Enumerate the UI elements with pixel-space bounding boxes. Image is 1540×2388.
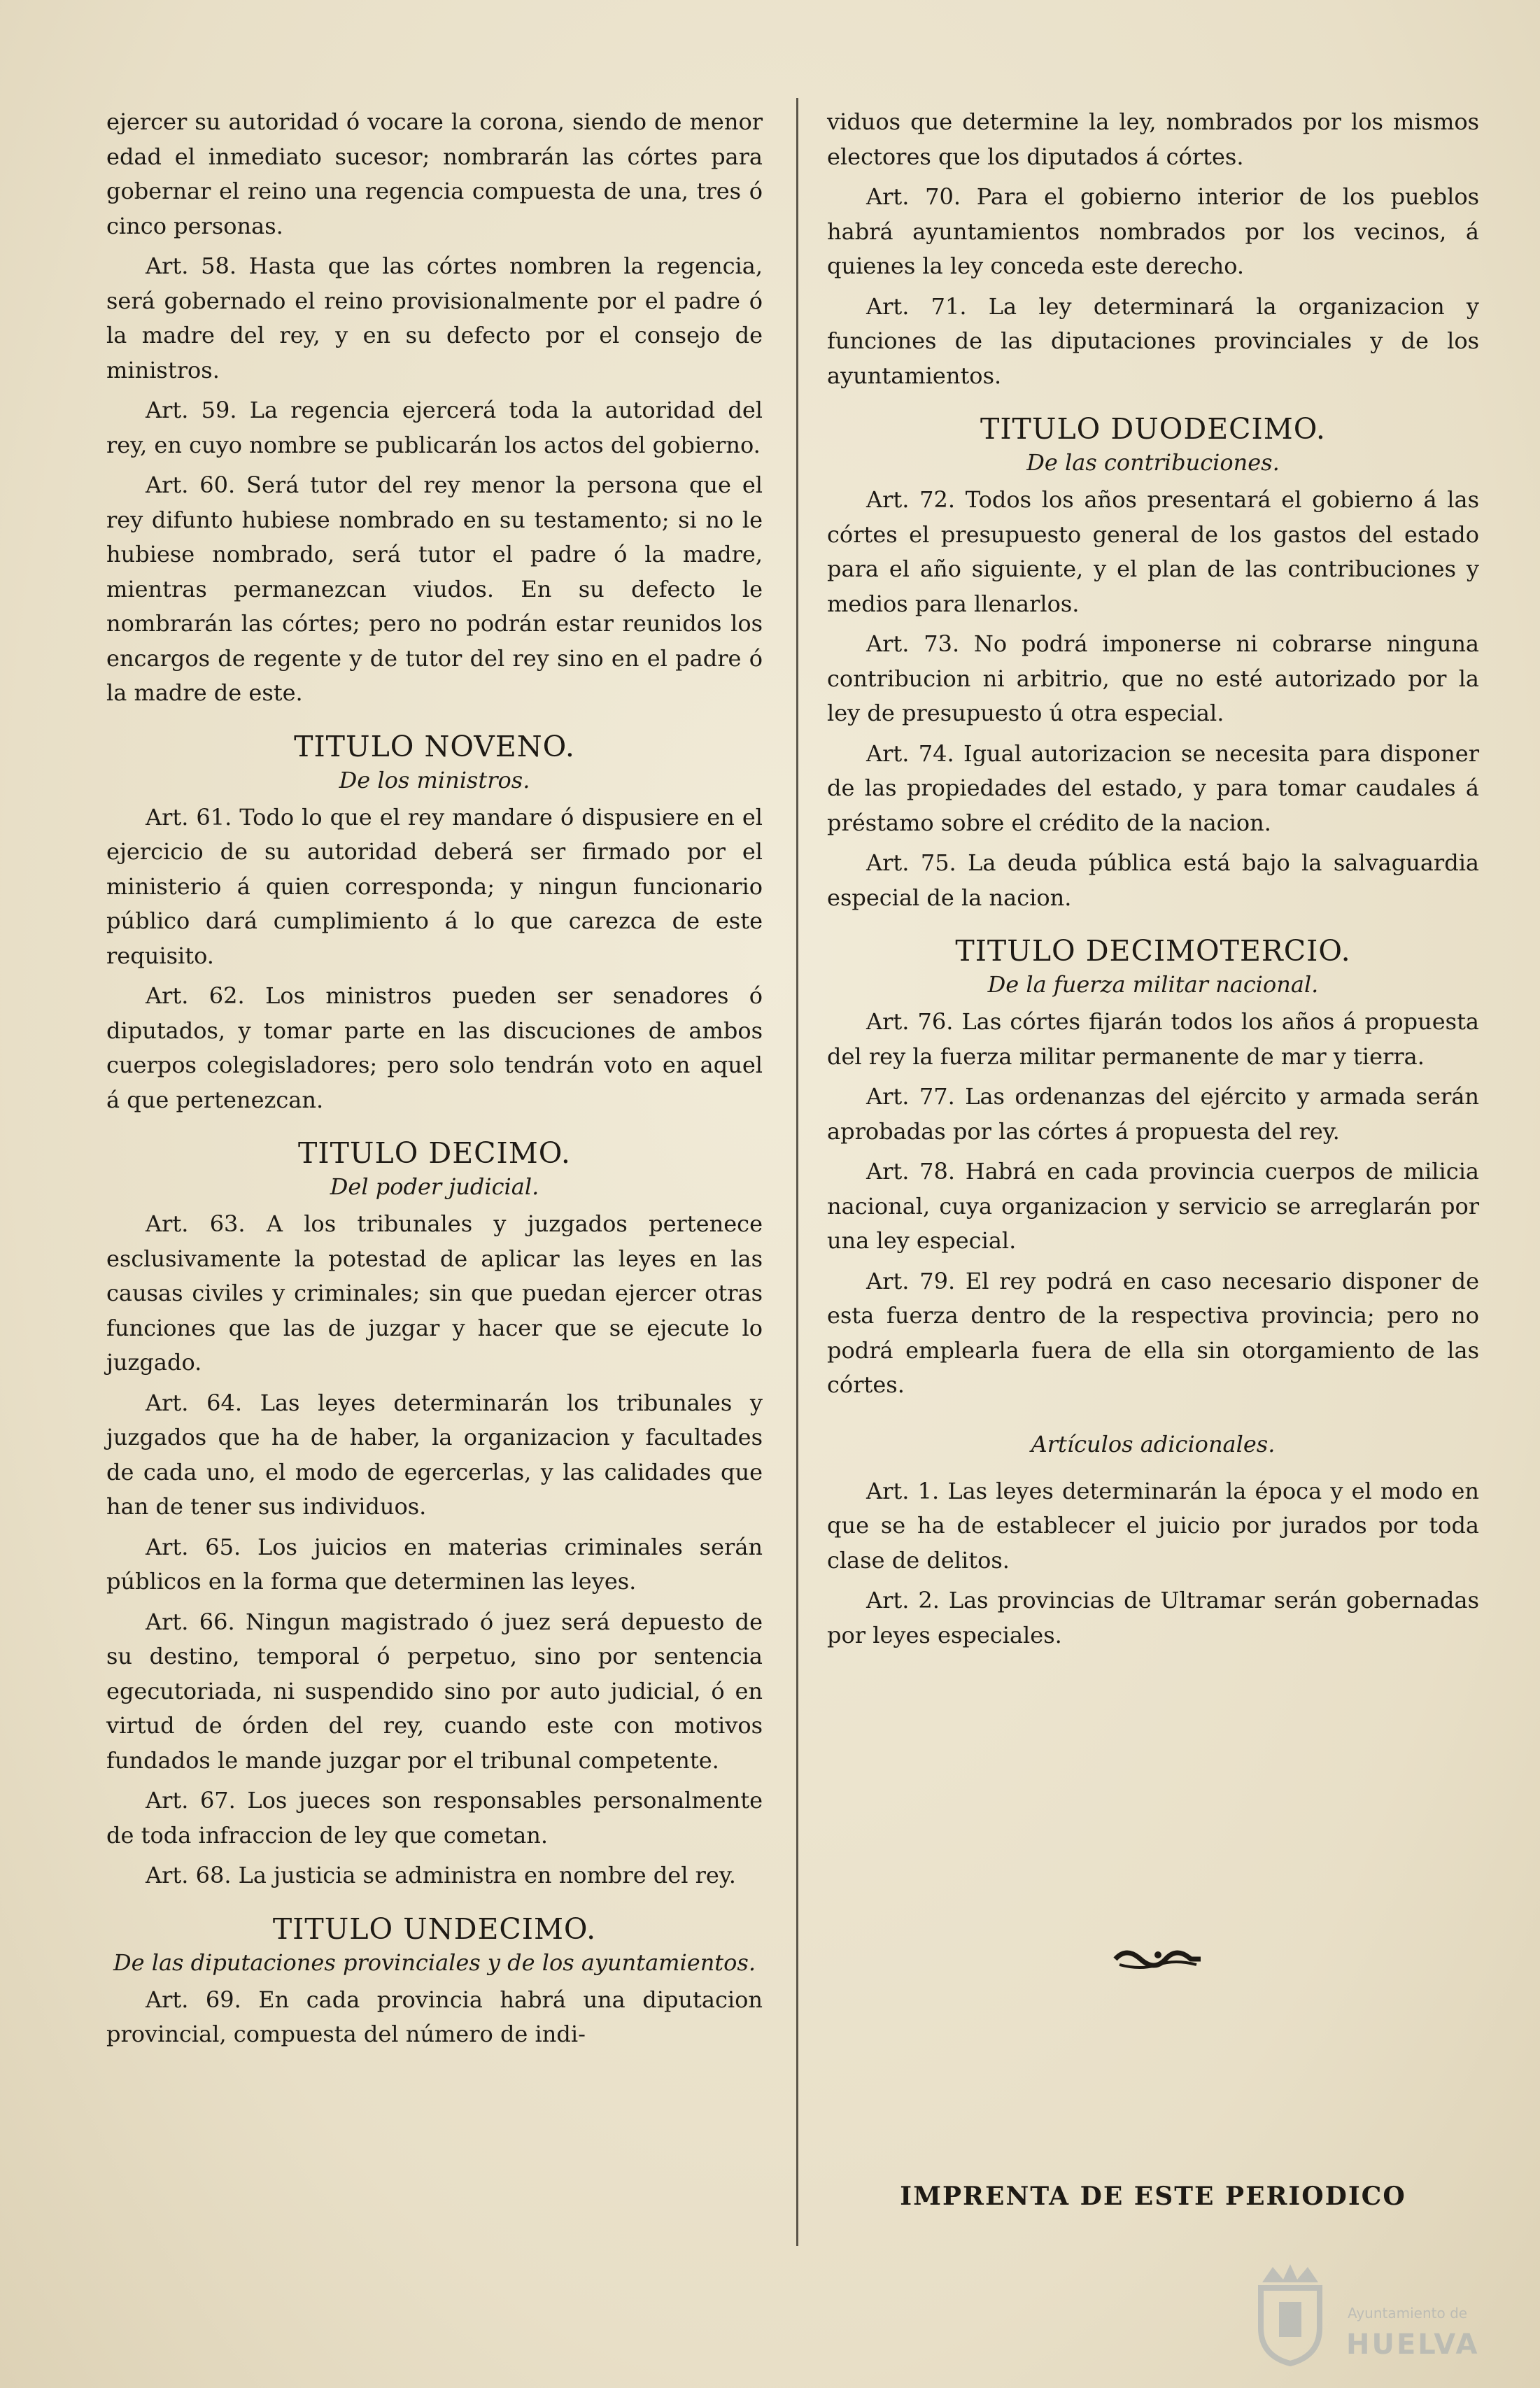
paragraph: viduos que determine la ley, nombrados por los mismos electores que los diputados á córtes. xyxy=(827,108,1479,170)
right-column xyxy=(827,105,1479,1658)
article-73: Art. 73. No podrá imponerse ni cobrarse ninguna contribucion ni arbitrio, que no esté autorizado por la ley de presupuesto ú otra especial. xyxy=(827,630,1479,726)
article-69: Art. 69. En cada provincia habrá una diputacion provincial, compuesta del número de indi- xyxy=(106,1986,763,2047)
article-67: Art. 67. Los jueces son responsables personalmente de toda infraccion de ley que cometan. xyxy=(106,1787,763,1849)
article-77: Art. 77. Las ordenanzas del ejército y armada serán aprobadas por las córtes á propuesta del rey. xyxy=(827,1083,1479,1145)
article-59: Art. 59. La regencia ejercerá toda la autoridad del rey, en cuyo nombre se publicarán los actos del gobierno. xyxy=(106,397,763,458)
section-subtitle: De la fuerza militar nacional. xyxy=(987,971,1319,998)
article-78: Art. 78. Habrá en cada provincia cuerpos de milicia nacional, cuya organizacion y servicio se arreglarán por una ley especial. xyxy=(827,1158,1479,1254)
article-72: Art. 72. Todos los años presentará el gobierno á las córtes el presupuesto general de los gastos del estado para el año siguiente, y el plan de las contribuciones y medios para llenarlos. xyxy=(827,486,1479,617)
additional-article-2: Art. 2. Las provincias de Ultramar serán gobernadas por leyes especiales. xyxy=(827,1587,1479,1648)
watermark-text: HUELVA xyxy=(1346,2329,1480,2361)
article-61: Art. 61. Todo lo que el rey mandare ó dispusiere en el ejercicio de su autoridad deberá ser firmado por el ministerio á quien corresponda; y ningun funcionario público dará cumplimiento á lo que carezca de este requisito. xyxy=(106,803,763,969)
section-subtitle: De las diputaciones provinciales y de los ayuntamientos. xyxy=(113,1949,756,1976)
article-64: Art. 64. Las leyes determinarán los tribunales y juzgados que ha de haber, la organizacion y facultades de cada uno, el modo de egercerlas, y las calidades que han de tener sus individuos. xyxy=(106,1389,763,1520)
article-65: Art. 65. Los juicios en materias criminales serán públicos en la forma que determinen las leyes. xyxy=(106,1533,763,1595)
article-68: Art. 68. La justicia se administra en nombre del rey. xyxy=(146,1862,736,1888)
additional-article-1: Art. 1. Las leyes determinarán la época y el modo en que se ha de establecer el juicio por jurados por toda clase de delitos. xyxy=(827,1477,1479,1574)
section-title-noveno: TITULO NOVENO. xyxy=(294,729,575,763)
additional-articles-heading: Artículos adicionales. xyxy=(1031,1430,1276,1457)
paragraph: ejercer su autoridad ó vocare la corona, siendo de menor edad el inmediato sucesor; nombrarán las córtes para gobernar el reino una regencia compuesta de una, tres ó cinco personas. xyxy=(106,108,763,239)
article-79: Art. 79. El rey podrá en caso necesario disponer de esta fuerza dentro de la respectiva provincia; pero no podrá emplearla fuera de ella sin otorgamiento de las córtes. xyxy=(827,1267,1479,1398)
ornament-icon xyxy=(1112,1944,1203,1974)
section-title-duodecimo: TITULO DUODECIMO. xyxy=(980,412,1326,446)
crown-shield-icon xyxy=(1248,2261,1332,2366)
article-71: Art. 71. La ley determinará la organizacion y funciones de las diputaciones provinciales y de los ayuntamientos. xyxy=(827,292,1479,389)
column-divider xyxy=(796,98,798,2246)
imprint-footer: IMPRENTA DE ESTE PERIODICO xyxy=(900,2182,1406,2211)
archive-watermark xyxy=(1248,2261,1479,2366)
section-subtitle: De las contribuciones. xyxy=(1026,449,1280,476)
article-74: Art. 74. Igual autorizacion se necesita para disponer de las propiedades del estado, y para tomar caudales á préstamo sobre el crédito de la nacion. xyxy=(827,740,1479,836)
left-column xyxy=(106,105,763,2058)
article-62: Art. 62. Los ministros pueden ser senadores ó diputados, y tomar parte en las discuciones de ambos cuerpos colegisladores; pero solo tendrán voto en aquel á que pertenezcan. xyxy=(106,982,763,1113)
article-70: Art. 70. Para el gobierno interior de los pueblos habrá ayuntamientos nombrados por los vecinos, á quienes la ley conceda este derecho. xyxy=(827,183,1479,279)
article-66: Art. 66. Ningun magistrado ó juez será depuesto de su destino, temporal ó perpetuo, sino por sentencia egecutoriada, ni suspendido sino por auto judicial, ó en virtud de órden del rey, cuando este con motivos fundados le mande juzgar por el tribunal competente. xyxy=(106,1608,763,1774)
article-63: Art. 63. A los tribunales y juzgados pertenece esclusivamente la potestad de aplicar las leyes en las causas civiles y criminales; sin que puedan ejercer otras funciones que las de juzgar y hacer que se ejecute lo juzgado. xyxy=(106,1210,763,1376)
section-title-decimo: TITULO DECIMO. xyxy=(298,1136,571,1170)
watermark-caption: Ayuntamiento de xyxy=(1348,2305,1468,2322)
article-75: Art. 75. La deuda pública está bajo la salvaguardia especial de la nacion. xyxy=(827,849,1479,911)
section-title-undecimo: TITULO UNDECIMO. xyxy=(272,1912,597,1946)
article-76: Art. 76. Las córtes fijarán todos los años á propuesta del rey la fuerza militar permanente de mar y tierra. xyxy=(827,1008,1479,1070)
article-60: Art. 60. Será tutor del rey menor la persona que el rey difunto hubiese nombrado en su testamento; si no le hubiese nombrado, será tutor el padre ó la madre, mientras permanezcan viudos. En su defecto le nombrarán las córtes; pero no podrán estar reunidos los encargos de regente y de tutor del rey sino en el padre ó la madre de este. xyxy=(106,472,763,706)
section-subtitle: De los ministros. xyxy=(339,766,530,793)
section-title-decimotercio: TITULO DECIMOTERCIO. xyxy=(955,934,1351,968)
article-58: Art. 58. Hasta que las córtes nombren la regencia, será gobernado el reino provisionalmente por el padre ó la madre del rey, y en su defecto por el consejo de ministros. xyxy=(106,253,763,383)
section-subtitle: Del poder judicial. xyxy=(330,1173,539,1200)
